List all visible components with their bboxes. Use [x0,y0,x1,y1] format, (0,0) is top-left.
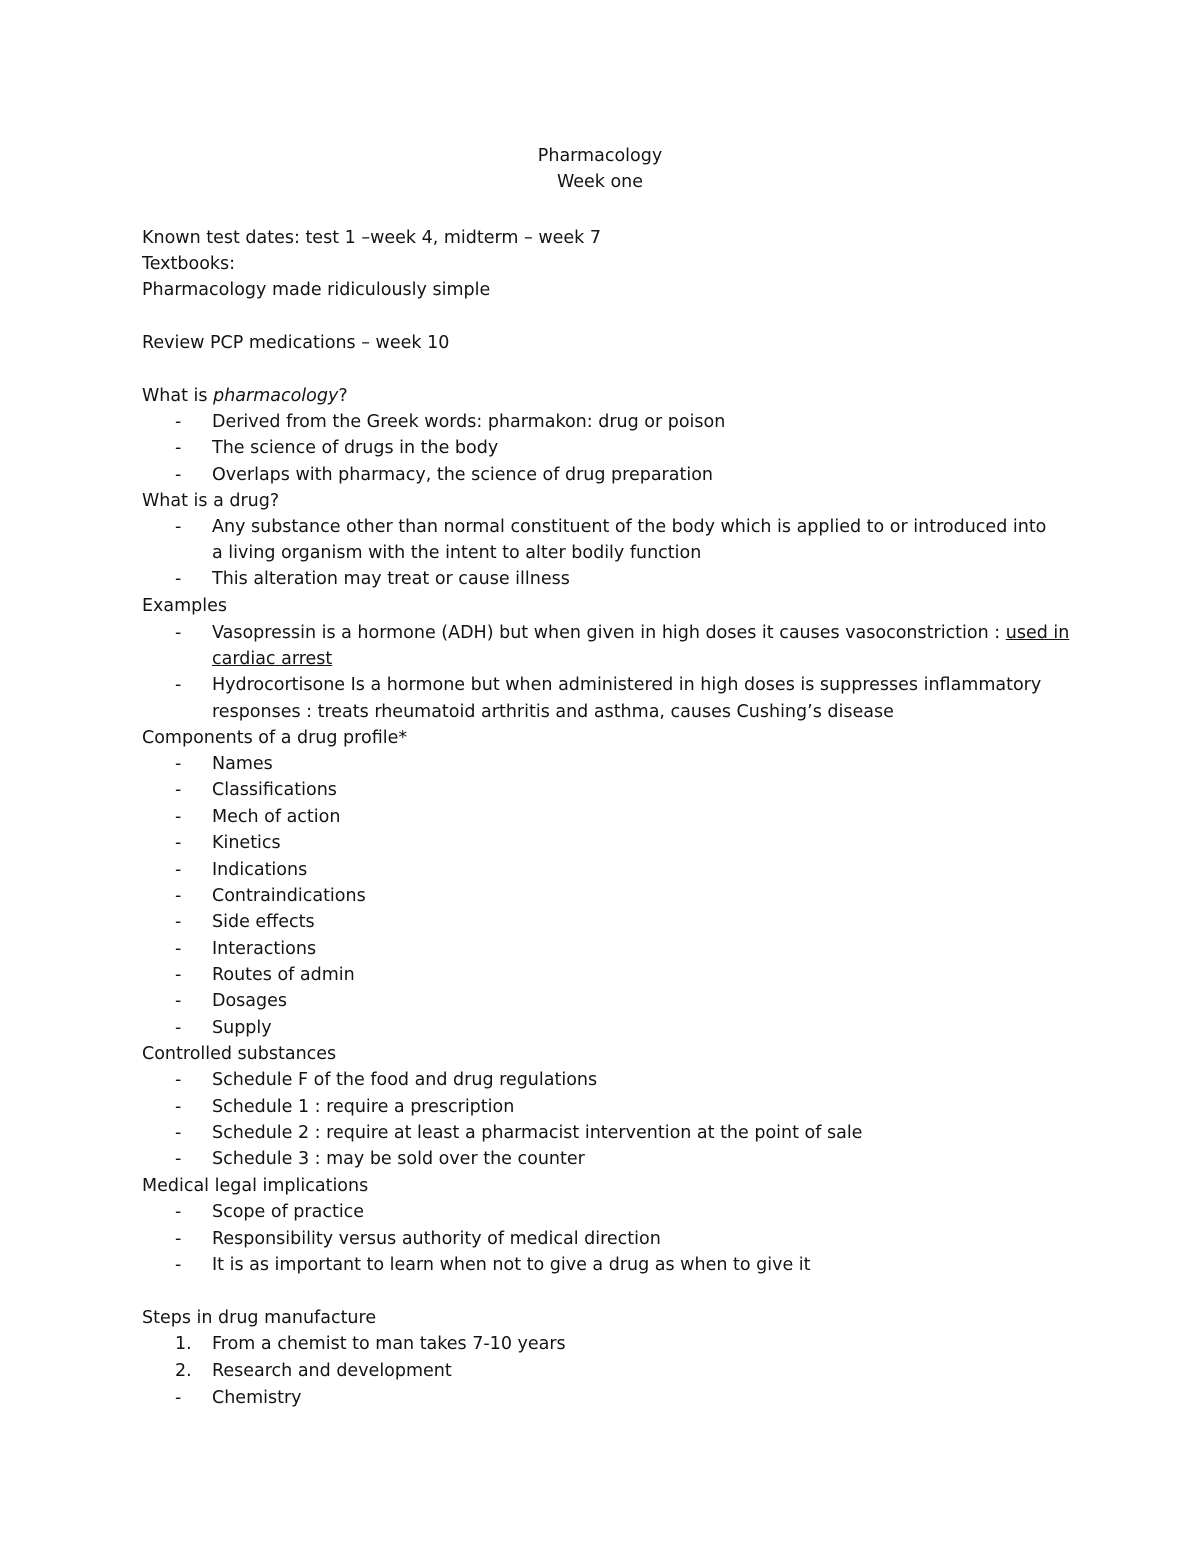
list-item: Names [212,754,273,774]
review-note: Review PCP medications – week 10 [142,333,450,353]
legal-heading: Medical legal implications [142,1176,369,1196]
manufacture-heading: Steps in drug manufacture [142,1308,377,1328]
underlined-text: used in [1005,623,1070,643]
bullet-dash: - [175,886,182,906]
bullet-dash: - [175,912,182,932]
list-item-continued: a living organism with the intent to alter bodily function [212,543,702,563]
bullet-dash: - [175,675,182,695]
list-item: Interactions [212,939,317,959]
bullet-dash: - [175,991,182,1011]
drug-profile-heading: Components of a drug profile* [142,728,408,748]
bullet-dash: - [175,1018,182,1038]
bullet-dash: - [175,438,182,458]
bullet-dash: - [175,1149,182,1169]
list-item: Responsibility versus authority of medical direction [212,1229,661,1249]
test-dates: Known test dates: test 1 –week 4, midterm – week 7 [142,228,601,248]
list-item: Schedule 2 : require at least a pharmacist intervention at the point of sale [212,1123,863,1143]
list-item-continued: responses : treats rheumatoid arthritis and asthma, causes Cushing’s disease [212,702,894,722]
bullet-dash: - [175,623,182,643]
list-item: Dosages [212,991,288,1011]
textbook-title: Pharmacology made ridiculously simple [142,280,491,300]
bullet-dash: - [175,833,182,853]
pharmacology-heading: What is pharmacology? [142,386,348,406]
list-item: Kinetics [212,833,281,853]
bullet-dash: - [175,939,182,959]
drug-heading: What is a drug? [142,491,280,511]
list-number: 1. [175,1334,192,1354]
bullet-dash: - [175,1255,182,1275]
list-number: 2. [175,1361,192,1381]
list-item: Schedule 3 : may be sold over the counter [212,1149,585,1169]
bullet-dash: - [175,465,182,485]
bullet-dash: - [175,780,182,800]
list-item: Overlaps with pharmacy, the science of drug preparation [212,465,713,485]
bullet-dash: - [175,860,182,880]
bullet-dash: - [175,1097,182,1117]
list-item: Classifications [212,780,337,800]
list-item: Indications [212,860,308,880]
bullet-dash: - [175,807,182,827]
list-item: Contraindications [212,886,366,906]
underlined-text: cardiac arrest [212,649,333,669]
bullet-dash: - [175,754,182,774]
list-item: Chemistry [212,1388,302,1408]
bullet-dash: - [175,1123,182,1143]
bullet-dash: - [175,569,182,589]
textbooks-label: Textbooks: [142,254,236,274]
bullet-dash: - [175,965,182,985]
controlled-heading: Controlled substances [142,1044,337,1064]
pharmacology-term: pharmacology [213,386,339,406]
list-item: Routes of admin [212,965,355,985]
list-item: This alteration may treat or cause illness [212,569,570,589]
list-item: Side effects [212,912,315,932]
list-item: Supply [212,1018,272,1038]
bullet-dash: - [175,412,182,432]
list-item: Hydrocortisone Is a hormone but when administered in high doses is suppresses inflammatory [212,675,1042,695]
bullet-dash: - [175,1388,182,1408]
list-item: From a chemist to man takes 7-10 years [212,1334,566,1354]
bullet-dash: - [175,1202,182,1222]
list-item-continued [212,646,332,672]
list-item: Schedule F of the food and drug regulations [212,1070,598,1090]
doc-subtitle: Week one [556,172,644,192]
bullet-dash: - [175,1229,182,1249]
list-item: Scope of practice [212,1202,365,1222]
list-item: Derived from the Greek words: pharmakon: drug or poison [212,412,726,432]
list-item: Research and development [212,1361,452,1381]
list-item: Mech of action [212,807,341,827]
doc-title: Pharmacology [537,146,663,166]
bullet-dash: - [175,1070,182,1090]
list-item: It is as important to learn when not to give a drug as when to give it [212,1255,811,1275]
list-item: Schedule 1 : require a prescription [212,1097,515,1117]
bullet-dash: - [175,517,182,537]
examples-heading: Examples [142,596,228,616]
list-item: The science of drugs in the body [212,438,499,458]
list-item: Vasopressin is a hormone (ADH) but when given in high doses it causes vasoconstriction : used in [212,623,1070,643]
list-item: Any substance other than normal constituent of the body which is applied to or introduced into [212,517,1047,537]
